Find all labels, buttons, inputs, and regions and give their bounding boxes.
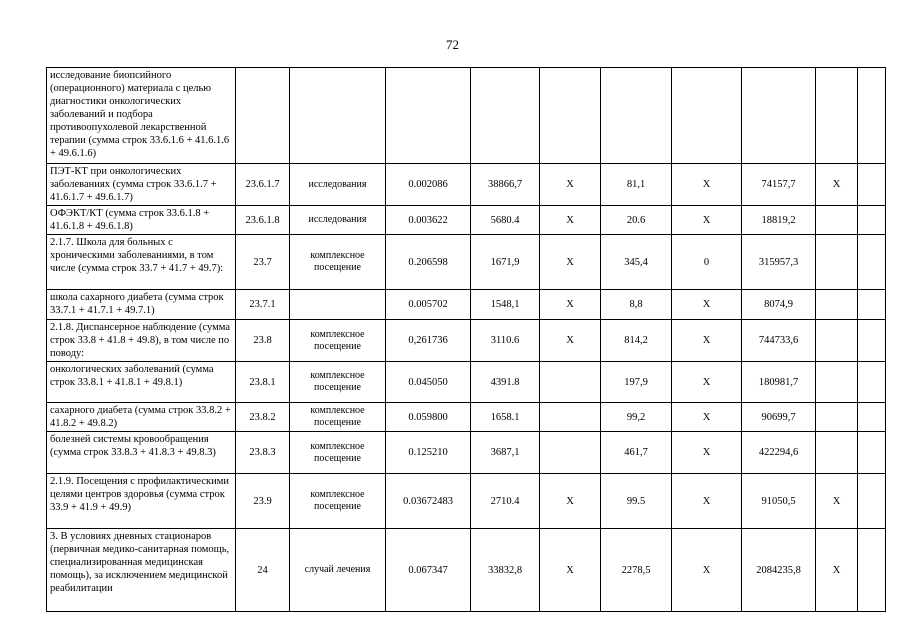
cell-oms-total: 18819,2	[742, 206, 816, 235]
cell-extra	[858, 164, 886, 206]
cell-cost: 3110.6	[471, 320, 540, 362]
cell-oms-per-capita: 461,7	[601, 432, 672, 474]
cell-norm: 0,261736	[386, 320, 471, 362]
cell-extra	[858, 529, 886, 612]
cell-oms-total: 744733,6	[742, 320, 816, 362]
cell-cost: 1658.1	[471, 403, 540, 432]
cell-budget-per-capita: Х	[540, 290, 601, 320]
cell-oms-total: 2084235,8	[742, 529, 816, 612]
cell-budget-total	[672, 68, 742, 164]
row-label: школа сахарного диабета (сумма строк 33.7.1 + 41.7.1 + 49.7.1)	[47, 290, 236, 320]
cell-norm: 0.206598	[386, 235, 471, 290]
cell-unit: комплексное посещение	[290, 474, 386, 529]
table-row	[47, 68, 886, 164]
cell-percent	[816, 206, 858, 235]
cell-oms-total: 180981,7	[742, 362, 816, 403]
cell-oms-total: 315957,3	[742, 235, 816, 290]
cell-cost: 38866,7	[471, 164, 540, 206]
cell-norm: 0.003622	[386, 206, 471, 235]
row-label: исследование биопсийного (операционного) материала с целью диагностики онкологических заболеваний и подбора противоопухолевой лекарственной терапии (сумма строк 33.6.1.6 + 41.6.1.6 + 49.6.1.6)	[47, 68, 236, 164]
cell-percent	[816, 68, 858, 164]
cell-oms-per-capita: 99.5	[601, 474, 672, 529]
cell-unit	[290, 290, 386, 320]
table-row	[47, 432, 886, 474]
cell-cost: 1548,1	[471, 290, 540, 320]
cell-unit	[290, 68, 386, 164]
cell-budget-per-capita: Х	[540, 474, 601, 529]
cell-extra	[858, 362, 886, 403]
row-label: ОФЭКТ/КТ (сумма строк 33.6.1.8 + 41.6.1.8 + 49.6.1.8)	[47, 206, 236, 235]
cell-budget-total: Х	[672, 529, 742, 612]
cell-percent: Х	[816, 164, 858, 206]
cell-oms-total	[742, 68, 816, 164]
cell-budget-per-capita: Х	[540, 235, 601, 290]
cell-oms-per-capita: 345,4	[601, 235, 672, 290]
row-label: онкологических заболеваний (сумма строк 33.8.1 + 41.8.1 + 49.8.1)	[47, 362, 236, 403]
cell-budget-per-capita: Х	[540, 529, 601, 612]
cell-oms-total: 74157,7	[742, 164, 816, 206]
table-row	[47, 529, 886, 612]
cell-unit: комплексное посещение	[290, 320, 386, 362]
cell-extra	[858, 432, 886, 474]
table-row	[47, 320, 886, 362]
row-label: ПЭТ-КТ при онкологических заболеваниях (сумма строк 33.6.1.7 + 41.6.1.7 + 49.6.1.7)	[47, 164, 236, 206]
cell-oms-total: 8074,9	[742, 290, 816, 320]
cell-norm: 0.005702	[386, 290, 471, 320]
cell-budget-per-capita: Х	[540, 206, 601, 235]
row-label: 2.1.9. Посещения с профилактическими целями центров здоровья (сумма строк 33.9 + 41.9 + 49.9)	[47, 474, 236, 529]
cell-norm: 0.03672483	[386, 474, 471, 529]
cell-cost: 33832,8	[471, 529, 540, 612]
cell-budget-total: Х	[672, 474, 742, 529]
cell-budget-total: Х	[672, 403, 742, 432]
row-label: 2.1.7. Школа для больных с хроническими заболеваниями, в том числе (сумма строк 33.7 + 41.7 + 49.7):	[47, 235, 236, 290]
cell-extra	[858, 68, 886, 164]
cell-cost: 4391.8	[471, 362, 540, 403]
cell-unit: комплексное посещение	[290, 235, 386, 290]
cell-cost: 2710.4	[471, 474, 540, 529]
cell-budget-total: Х	[672, 164, 742, 206]
table-row	[47, 403, 886, 432]
cell-norm: 0.045050	[386, 362, 471, 403]
cell-oms-total: 90699,7	[742, 403, 816, 432]
cell-percent	[816, 290, 858, 320]
cell-norm	[386, 68, 471, 164]
page-number: 72	[446, 37, 459, 52]
row-label: 3. В условиях дневных стационаров (первичная медико-санитарная помощь, специализированная медицинская помощь), за исключением медицинской реабилитации	[47, 529, 236, 612]
cell-budget-total: Х	[672, 320, 742, 362]
cell-norm: 0.002086	[386, 164, 471, 206]
cell-unit: исследования	[290, 206, 386, 235]
cell-line-code: 23.7	[236, 235, 290, 290]
cell-extra	[858, 403, 886, 432]
cell-unit: случай лечения	[290, 529, 386, 612]
table-row	[47, 235, 886, 290]
cell-budget-per-capita	[540, 432, 601, 474]
cell-norm: 0.059800	[386, 403, 471, 432]
cell-unit: комплексное посещение	[290, 403, 386, 432]
row-label: 2.1.8. Диспансерное наблюдение (сумма строк 33.8 + 41.8 + 49.8), в том числе по поводу:	[47, 320, 236, 362]
cell-oms-per-capita: 8,8	[601, 290, 672, 320]
cell-line-code: 24	[236, 529, 290, 612]
cell-budget-total: Х	[672, 206, 742, 235]
cell-budget-per-capita: Х	[540, 164, 601, 206]
cell-percent	[816, 362, 858, 403]
cell-percent	[816, 432, 858, 474]
table-row	[47, 206, 886, 235]
cell-line-code: 23.6.1.7	[236, 164, 290, 206]
table-row	[47, 290, 886, 320]
cell-percent	[816, 403, 858, 432]
cell-cost: 1671,9	[471, 235, 540, 290]
cell-extra	[858, 206, 886, 235]
table-row	[47, 362, 886, 403]
row-label: болезней системы кровообращения (сумма строк 33.8.3 + 41.8.3 + 49.8.3)	[47, 432, 236, 474]
cell-extra	[858, 320, 886, 362]
cell-cost	[471, 68, 540, 164]
cell-extra	[858, 474, 886, 529]
cell-norm: 0.067347	[386, 529, 471, 612]
cell-line-code	[236, 68, 290, 164]
cell-budget-per-capita	[540, 362, 601, 403]
cell-cost: 5680.4	[471, 206, 540, 235]
cell-budget-total: Х	[672, 432, 742, 474]
data-table	[46, 67, 886, 612]
cell-line-code: 23.8.3	[236, 432, 290, 474]
cell-budget-total: Х	[672, 290, 742, 320]
cell-percent: Х	[816, 529, 858, 612]
cell-oms-per-capita: 814,2	[601, 320, 672, 362]
table-row	[47, 474, 886, 529]
cell-percent: Х	[816, 474, 858, 529]
cell-unit: комплексное посещение	[290, 432, 386, 474]
cell-line-code: 23.8	[236, 320, 290, 362]
cell-unit: комплексное посещение	[290, 362, 386, 403]
cell-percent	[816, 235, 858, 290]
cell-oms-per-capita: 99,2	[601, 403, 672, 432]
cell-line-code: 23.8.2	[236, 403, 290, 432]
row-label: сахарного диабета (сумма строк 33.8.2 + 41.8.2 + 49.8.2)	[47, 403, 236, 432]
cell-unit: исследования	[290, 164, 386, 206]
cell-line-code: 23.9	[236, 474, 290, 529]
cell-oms-per-capita: 197,9	[601, 362, 672, 403]
cell-budget-per-capita	[540, 68, 601, 164]
cell-norm: 0.125210	[386, 432, 471, 474]
table-row	[47, 164, 886, 206]
cell-percent	[816, 320, 858, 362]
cell-oms-per-capita: 20.6	[601, 206, 672, 235]
cell-oms-total: 422294,6	[742, 432, 816, 474]
cell-extra	[858, 235, 886, 290]
cell-line-code: 23.7.1	[236, 290, 290, 320]
cell-cost: 3687,1	[471, 432, 540, 474]
cell-budget-per-capita: Х	[540, 320, 601, 362]
cell-oms-per-capita: 81,1	[601, 164, 672, 206]
cell-extra	[858, 290, 886, 320]
cell-line-code: 23.8.1	[236, 362, 290, 403]
cell-budget-total: 0	[672, 235, 742, 290]
cell-line-code: 23.6.1.8	[236, 206, 290, 235]
cell-oms-total: 91050,5	[742, 474, 816, 529]
cell-budget-per-capita	[540, 403, 601, 432]
cell-oms-per-capita	[601, 68, 672, 164]
cell-oms-per-capita: 2278,5	[601, 529, 672, 612]
cell-budget-total: Х	[672, 362, 742, 403]
